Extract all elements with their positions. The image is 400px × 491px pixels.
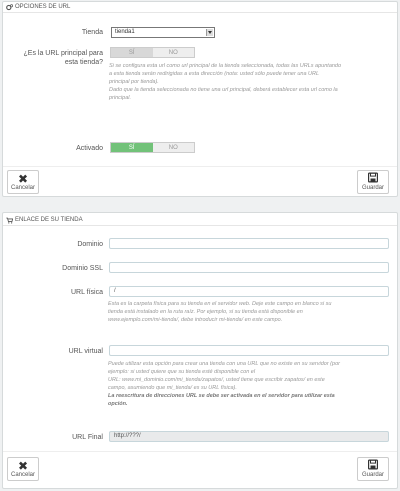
main-url-help-line: Dado que la tienda seleccionada no tiene una url principal, deberá establecer esta url como la bbox=[109, 87, 338, 93]
main-url-help-line: Si se configura esta url como url principal de la tienda seleccionada, todas las URLs apuntando bbox=[109, 63, 342, 69]
virtual-url-help-line: ejemplo: si usted quiere que su tienda esté disponible con el bbox=[108, 369, 256, 375]
active-label: Activado bbox=[76, 145, 103, 152]
physical-url-help-line: tienda está instalado en la ruta raíz. Por ejemplo, si su tienda está disponible en bbox=[108, 309, 303, 315]
virtual-url-help-line: URL: www.mi_dominio.com/mi_tienda/zapatos/, usted tiene que escribir zapatos/ en este bbox=[108, 377, 325, 383]
cancel-button-label: Cancelar bbox=[10, 472, 35, 478]
cancel-button[interactable] bbox=[7, 170, 39, 194]
active-yes-option[interactable]: SÍ bbox=[111, 143, 153, 152]
domain-input[interactable] bbox=[109, 238, 389, 249]
cancel-button[interactable] bbox=[7, 457, 39, 481]
shop-link-panel bbox=[2, 212, 398, 489]
cancel-button-label: Cancelar bbox=[10, 185, 35, 191]
active-no-option[interactable]: NO bbox=[168, 144, 178, 151]
main-url-help-line: principal por tienda). bbox=[109, 79, 159, 85]
save-button-label: Guardar bbox=[361, 472, 384, 478]
shop-label: Tienda bbox=[81, 29, 103, 36]
panel-footer-divider bbox=[3, 166, 397, 167]
virtual-url-input[interactable] bbox=[109, 345, 389, 356]
domain-label: Dominio bbox=[77, 241, 103, 248]
final-url-label: URL Final bbox=[72, 434, 103, 441]
virtual-url-help bbox=[108, 360, 394, 408]
main-url-no-option[interactable]: NO bbox=[168, 49, 178, 56]
shop-link-title: ENLACE DE SU TIENDA bbox=[15, 217, 83, 223]
shop-select[interactable] bbox=[111, 27, 215, 38]
physical-url-label: URL física bbox=[70, 289, 103, 296]
close-icon: ✖ bbox=[17, 459, 29, 473]
url-options-panel bbox=[2, 1, 398, 197]
main-url-switch[interactable] bbox=[110, 47, 195, 58]
main-url-yes-option[interactable]: SÍ bbox=[111, 48, 153, 57]
virtual-url-help-bold-line: opción. bbox=[108, 401, 128, 407]
main-url-label bbox=[13, 49, 103, 67]
chevron-down-icon[interactable] bbox=[206, 29, 213, 36]
physical-url-help-line: www.ejemplo.com/mi-tienda/, debe introducir mi-tienda/ en este campo. bbox=[108, 317, 283, 323]
save-button[interactable] bbox=[357, 170, 389, 194]
physical-url-help-line: Esta es la carpeta física para su tienda en el servidor web. Deje este campo en blanco si su bbox=[108, 301, 332, 307]
close-icon: ✖ bbox=[17, 172, 29, 186]
final-url-field: http://???/ bbox=[109, 431, 389, 442]
main-url-label-line2: esta tienda? bbox=[64, 59, 103, 66]
virtual-url-help-line: campo, asumiendo que mi_tienda/ es su URL física). bbox=[108, 385, 237, 391]
floppy-disk-icon bbox=[368, 172, 378, 185]
save-button-label: Guardar bbox=[361, 185, 384, 191]
domain-ssl-label: Dominio SSL bbox=[62, 265, 103, 272]
panel-footer-divider bbox=[3, 451, 397, 452]
floppy-disk-icon bbox=[368, 459, 378, 472]
domain-ssl-input[interactable] bbox=[109, 262, 389, 273]
shop-link-heading bbox=[3, 215, 397, 226]
virtual-url-help-line: Puede utilizar esta opción para crear una tienda con una URL que no existe en su servidor (por bbox=[108, 361, 340, 367]
main-url-label-line1: ¿Es la URL principal para bbox=[23, 50, 103, 57]
active-switch[interactable] bbox=[110, 142, 195, 153]
shopping-cart-icon bbox=[6, 217, 13, 224]
shop-select-value: tienda1 bbox=[115, 29, 135, 35]
save-button[interactable] bbox=[357, 457, 389, 481]
gears-icon bbox=[6, 4, 13, 11]
main-url-help-line: a esta tienda serán redirigidas a esta dirección (nota: usted sólo puede tener una URL bbox=[109, 71, 320, 77]
main-url-help-line: principal. bbox=[109, 95, 132, 101]
main-url-help bbox=[109, 62, 395, 102]
url-options-heading bbox=[3, 2, 397, 13]
physical-url-help bbox=[108, 300, 394, 324]
url-options-title: OPCIONES DE URL bbox=[15, 4, 71, 10]
virtual-url-help-bold-line: La reescritura de direcciones URL se debe ser activada en el servidor para utilizar esta bbox=[108, 393, 335, 399]
virtual-url-label: URL virtual bbox=[68, 348, 103, 355]
physical-url-input[interactable]: / bbox=[109, 286, 389, 297]
